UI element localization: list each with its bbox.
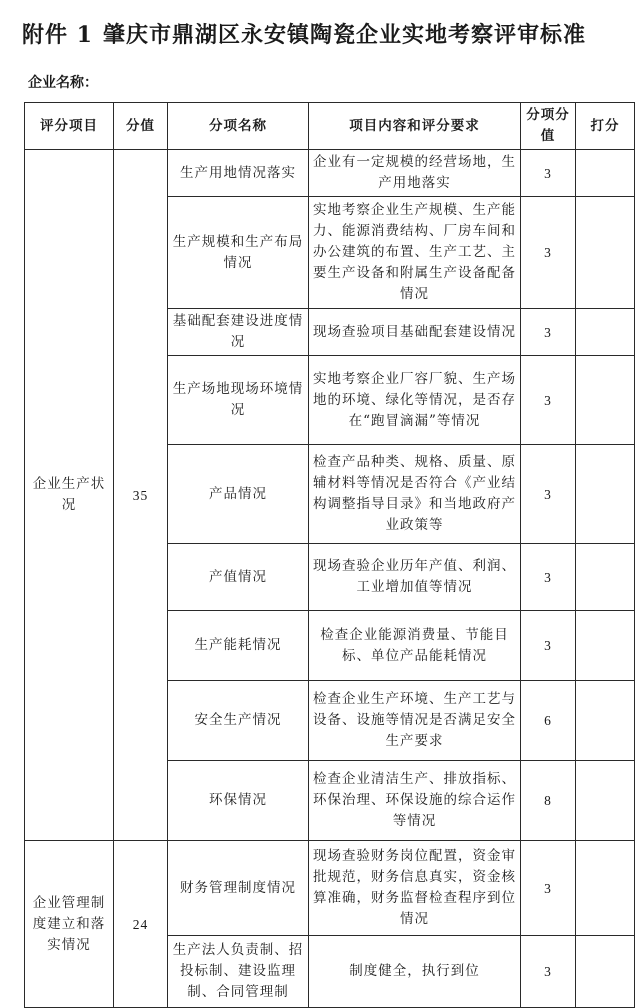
header-row <box>25 103 635 150</box>
header-score: 分值 <box>114 103 168 150</box>
mark-cell[interactable] <box>576 197 635 309</box>
subitem-name: 产品情况 <box>168 445 309 544</box>
subitem-name: 安全生产情况 <box>168 681 309 761</box>
requirement-text: 检查企业能源消费量、节能目标、单位产品能耗情况 <box>309 611 521 681</box>
document-title: 肇庆市鼎湖区永安镇陶瓷企业实地考察评审标准 <box>102 22 586 48</box>
group-name: 企业生产状况 <box>25 150 114 841</box>
subitem-name: 财务管理制度情况 <box>168 841 309 936</box>
requirement-text: 现场查验企业历年产值、利润、工业增加值等情况 <box>309 544 521 611</box>
table-row <box>25 150 635 197</box>
table-row <box>25 841 635 936</box>
mark-cell[interactable] <box>576 309 635 356</box>
subitem-name: 生产能耗情况 <box>168 611 309 681</box>
subitem-name: 环保情况 <box>168 761 309 841</box>
mark-cell[interactable] <box>576 761 635 841</box>
subitem-score: 3 <box>521 841 576 936</box>
subitem-name: 生产场地现场环境情况 <box>168 356 309 445</box>
requirement-text: 现场查验财务岗位配置，资金审批规范，财务信息真实，资金核算准确，财务监督检查程序到位情况 <box>309 841 521 936</box>
requirement-text: 检查企业生产环境、生产工艺与设备、设施等情况是否满足安全生产要求 <box>309 681 521 761</box>
attachment-label: 附件 1 <box>22 22 93 48</box>
group-name: 企业管理制度建立和落实情况 <box>25 841 114 1008</box>
subitem-name: 生产用地情况落实 <box>168 150 309 197</box>
mark-cell[interactable] <box>576 150 635 197</box>
evaluation-table <box>24 102 635 1008</box>
subitem-score: 3 <box>521 309 576 356</box>
subitem-score: 3 <box>521 356 576 445</box>
requirement-text: 实地考察企业生产规模、生产能力、能源消费结构、厂房车间和办公建筑的布置、生产工艺、主要生产设备和附属生产设备配备情况 <box>309 197 521 309</box>
subitem-score: 6 <box>521 681 576 761</box>
requirement-text: 实地考察企业厂容厂貌、生产场地的环境、绿化等情况，是否存在“跑冒滴漏”等情况 <box>309 356 521 445</box>
mark-cell[interactable] <box>576 611 635 681</box>
subitem-score: 3 <box>521 197 576 309</box>
requirement-text: 制度健全，执行到位 <box>309 936 521 1008</box>
subitem-name: 产值情况 <box>168 544 309 611</box>
requirement-text: 企业有一定规模的经营场地，生产用地落实 <box>309 150 521 197</box>
requirement-text: 现场查验项目基础配套建设情况 <box>309 309 521 356</box>
company-name-label: 企业名称： <box>28 75 98 91</box>
subitem-name: 生产规模和生产布局情况 <box>168 197 309 309</box>
subitem-score: 3 <box>521 445 576 544</box>
mark-cell[interactable] <box>576 544 635 611</box>
subitem-score: 3 <box>521 150 576 197</box>
group-score: 24 <box>114 841 168 1008</box>
subitem-score: 3 <box>521 936 576 1008</box>
requirement-text: 检查企业清洁生产、排放指标、环保治理、环保设施的综合运作等情况 <box>309 761 521 841</box>
subitem-score: 3 <box>521 611 576 681</box>
mark-cell[interactable] <box>576 445 635 544</box>
mark-cell[interactable] <box>576 936 635 1008</box>
group-score: 35 <box>114 150 168 841</box>
header-mark: 打分 <box>576 103 635 150</box>
document-title-line <box>22 18 632 49</box>
header-requirement: 项目内容和评分要求 <box>309 103 521 150</box>
subitem-score: 8 <box>521 761 576 841</box>
mark-cell[interactable] <box>576 841 635 936</box>
mark-cell[interactable] <box>576 356 635 445</box>
subitem-name: 基础配套建设进度情况 <box>168 309 309 356</box>
mark-cell[interactable] <box>576 681 635 761</box>
subitem-name: 生产法人负责制、招投标制、建设监理制、合同管理制 <box>168 936 309 1008</box>
header-subscore: 分项分值 <box>521 103 576 150</box>
header-subitem: 分项名称 <box>168 103 309 150</box>
subitem-score: 3 <box>521 544 576 611</box>
requirement-text: 检查产品种类、规格、质量、原辅材料等情况是否符合《产业结构调整指导目录》和当地政府产业政策等 <box>309 445 521 544</box>
header-item: 评分项目 <box>25 103 114 150</box>
